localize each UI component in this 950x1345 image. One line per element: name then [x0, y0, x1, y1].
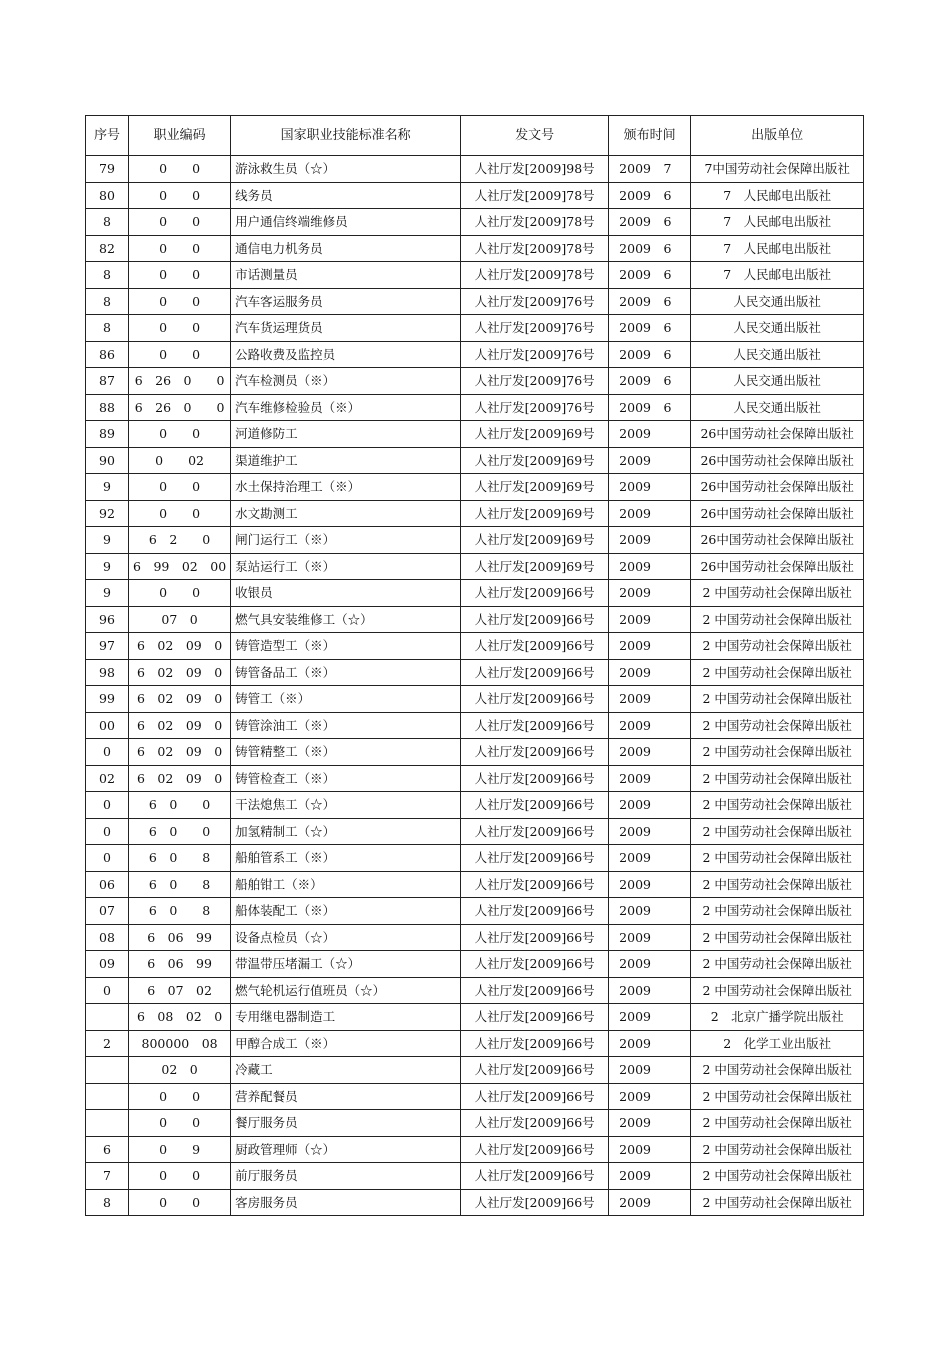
- cell-code: 02 0: [129, 1057, 231, 1084]
- cell-publisher: 2 中国劳动社会保障出版社: [691, 1163, 864, 1190]
- cell-name: 用户通信终端维修员: [231, 209, 461, 236]
- cell-publisher: 26中国劳动社会保障出版社: [691, 474, 864, 501]
- cell-code: 0 0: [129, 315, 231, 342]
- cell-code: 6 08 02 0: [129, 1004, 231, 1031]
- header-seq: 序号: [86, 116, 129, 156]
- cell-publisher: 2 中国劳动社会保障出版社: [691, 951, 864, 978]
- cell-publisher: 2 中国劳动社会保障出版社: [691, 924, 864, 951]
- cell-date: 2009: [609, 977, 691, 1004]
- cell-seq: 9: [86, 474, 129, 501]
- table-row: [86, 341, 864, 368]
- cell-name: 闸门运行工（※）: [231, 527, 461, 554]
- cell-date: 2009 6: [609, 235, 691, 262]
- cell-publisher: 2 中国劳动社会保障出版社: [691, 765, 864, 792]
- header-doc-number: 发文号: [461, 116, 609, 156]
- cell-code: 6 0 8: [129, 871, 231, 898]
- cell-name: 铸管涂油工（※）: [231, 712, 461, 739]
- cell-date: 2009 7: [609, 156, 691, 183]
- cell-seq: [86, 1004, 129, 1031]
- cell-doc-number: 人社厅发[2009]69号: [461, 474, 609, 501]
- cell-date: 2009: [609, 659, 691, 686]
- cell-doc-number: 人社厅发[2009]66号: [461, 1083, 609, 1110]
- cell-seq: 80: [86, 182, 129, 209]
- cell-publisher: 2 中国劳动社会保障出版社: [691, 845, 864, 872]
- cell-name: 营养配餐员: [231, 1083, 461, 1110]
- cell-seq: 99: [86, 686, 129, 713]
- cell-doc-number: 人社厅发[2009]66号: [461, 924, 609, 951]
- cell-name: 市话测量员: [231, 262, 461, 289]
- cell-name: 泵站运行工（※）: [231, 553, 461, 580]
- table-row: [86, 1189, 864, 1216]
- cell-code: 0 0: [129, 500, 231, 527]
- cell-code: 6 07 02: [129, 977, 231, 1004]
- cell-doc-number: 人社厅发[2009]66号: [461, 1030, 609, 1057]
- cell-doc-number: 人社厅发[2009]66号: [461, 1163, 609, 1190]
- cell-name: 前厅服务员: [231, 1163, 461, 1190]
- cell-name: 甲醇合成工（※）: [231, 1030, 461, 1057]
- cell-publisher: 7 人民邮电出版社: [691, 182, 864, 209]
- cell-seq: 8: [86, 288, 129, 315]
- cell-name: 公路收费及监控员: [231, 341, 461, 368]
- cell-code: 0 0: [129, 1110, 231, 1137]
- cell-code: 0 0: [129, 156, 231, 183]
- cell-doc-number: 人社厅发[2009]66号: [461, 1189, 609, 1216]
- table-row: [86, 209, 864, 236]
- cell-date: 2009: [609, 924, 691, 951]
- cell-name: 线务员: [231, 182, 461, 209]
- cell-publisher: 7 人民邮电出版社: [691, 235, 864, 262]
- cell-date: 2009: [609, 1057, 691, 1084]
- cell-publisher: 人民交通出版社: [691, 394, 864, 421]
- cell-date: 2009: [609, 765, 691, 792]
- cell-doc-number: 人社厅发[2009]69号: [461, 447, 609, 474]
- cell-publisher: 7中国劳动社会保障出版社: [691, 156, 864, 183]
- cell-code: 6 02 09 0: [129, 686, 231, 713]
- cell-publisher: 2 中国劳动社会保障出版社: [691, 818, 864, 845]
- cell-date: 2009: [609, 845, 691, 872]
- cell-doc-number: 人社厅发[2009]66号: [461, 845, 609, 872]
- table-row: [86, 182, 864, 209]
- cell-code: 6 99 02 00: [129, 553, 231, 580]
- cell-name: 汽车检测员（※）: [231, 368, 461, 395]
- table-row: [86, 951, 864, 978]
- table-row: [86, 474, 864, 501]
- cell-doc-number: 人社厅发[2009]78号: [461, 209, 609, 236]
- table-row: [86, 686, 864, 713]
- header-code: 职业编码: [129, 116, 231, 156]
- cell-name: 船体装配工（※）: [231, 898, 461, 925]
- cell-publisher: 2 化学工业出版社: [691, 1030, 864, 1057]
- cell-doc-number: 人社厅发[2009]66号: [461, 659, 609, 686]
- cell-publisher: 7 人民邮电出版社: [691, 209, 864, 236]
- cell-date: 2009: [609, 1083, 691, 1110]
- cell-code: 0 0: [129, 182, 231, 209]
- cell-code: 0 0: [129, 288, 231, 315]
- table-row: [86, 1030, 864, 1057]
- cell-seq: 2: [86, 1030, 129, 1057]
- cell-publisher: 2 中国劳动社会保障出版社: [691, 1057, 864, 1084]
- cell-publisher: 2 中国劳动社会保障出版社: [691, 1083, 864, 1110]
- cell-date: 2009: [609, 500, 691, 527]
- cell-code: 0 0: [129, 1083, 231, 1110]
- cell-code: 6 02 09 0: [129, 739, 231, 766]
- cell-name: 客房服务员: [231, 1189, 461, 1216]
- cell-date: 2009: [609, 553, 691, 580]
- cell-date: 2009: [609, 1030, 691, 1057]
- cell-date: 2009: [609, 739, 691, 766]
- cell-seq: 90: [86, 447, 129, 474]
- cell-seq: 09: [86, 951, 129, 978]
- cell-seq: 08: [86, 924, 129, 951]
- cell-doc-number: 人社厅发[2009]66号: [461, 739, 609, 766]
- cell-date: 2009: [609, 1163, 691, 1190]
- cell-name: 加氢精制工（☆）: [231, 818, 461, 845]
- cell-date: 2009: [609, 951, 691, 978]
- table-row: [86, 262, 864, 289]
- cell-seq: 9: [86, 580, 129, 607]
- table-row: [86, 871, 864, 898]
- cell-seq: 96: [86, 606, 129, 633]
- cell-publisher: 2 中国劳动社会保障出版社: [691, 977, 864, 1004]
- cell-name: 汽车客运服务员: [231, 288, 461, 315]
- table-row: [86, 156, 864, 183]
- table-row: [86, 315, 864, 342]
- cell-publisher: 2 北京广播学院出版社: [691, 1004, 864, 1031]
- cell-seq: 00: [86, 712, 129, 739]
- cell-name: 餐厅服务员: [231, 1110, 461, 1137]
- table-row: [86, 1057, 864, 1084]
- table-row: [86, 527, 864, 554]
- cell-name: 铸管精整工（※）: [231, 739, 461, 766]
- cell-seq: 92: [86, 500, 129, 527]
- cell-name: 带温带压堵漏工（☆）: [231, 951, 461, 978]
- cell-date: 2009: [609, 871, 691, 898]
- cell-seq: 8: [86, 262, 129, 289]
- table-row: [86, 235, 864, 262]
- cell-seq: 98: [86, 659, 129, 686]
- cell-name: 干法熄焦工（☆）: [231, 792, 461, 819]
- cell-name: 冷藏工: [231, 1057, 461, 1084]
- cell-code: 0 0: [129, 1163, 231, 1190]
- cell-doc-number: 人社厅发[2009]69号: [461, 553, 609, 580]
- cell-date: 2009: [609, 898, 691, 925]
- cell-code: 6 0 0: [129, 792, 231, 819]
- cell-name: 汽车维修检验员（※）: [231, 394, 461, 421]
- cell-seq: 88: [86, 394, 129, 421]
- cell-name: 燃气轮机运行值班员（☆）: [231, 977, 461, 1004]
- cell-date: 2009: [609, 447, 691, 474]
- table-row: [86, 765, 864, 792]
- table-row: [86, 739, 864, 766]
- cell-seq: 79: [86, 156, 129, 183]
- cell-code: 6 26 0 0: [129, 394, 231, 421]
- cell-doc-number: 人社厅发[2009]66号: [461, 818, 609, 845]
- table-row: [86, 606, 864, 633]
- cell-doc-number: 人社厅发[2009]66号: [461, 580, 609, 607]
- table-row: [86, 500, 864, 527]
- cell-code: 6 0 8: [129, 845, 231, 872]
- cell-doc-number: 人社厅发[2009]98号: [461, 156, 609, 183]
- cell-seq: 02: [86, 765, 129, 792]
- cell-doc-number: 人社厅发[2009]66号: [461, 686, 609, 713]
- cell-code: 800000 08: [129, 1030, 231, 1057]
- cell-publisher: 2 中国劳动社会保障出版社: [691, 686, 864, 713]
- cell-code: 6 02 09 0: [129, 659, 231, 686]
- cell-doc-number: 人社厅发[2009]66号: [461, 1057, 609, 1084]
- cell-seq: 9: [86, 553, 129, 580]
- cell-code: 6 02 09 0: [129, 765, 231, 792]
- cell-seq: 8: [86, 209, 129, 236]
- cell-seq: 0: [86, 739, 129, 766]
- cell-doc-number: 人社厅发[2009]76号: [461, 288, 609, 315]
- table-row: [86, 553, 864, 580]
- table-row: [86, 1004, 864, 1031]
- cell-publisher: 2 中国劳动社会保障出版社: [691, 898, 864, 925]
- cell-publisher: 7 人民邮电出版社: [691, 262, 864, 289]
- table-row: [86, 633, 864, 660]
- cell-date: 2009: [609, 1189, 691, 1216]
- cell-name: 铸管造型工（※）: [231, 633, 461, 660]
- cell-publisher: 26中国劳动社会保障出版社: [691, 447, 864, 474]
- cell-doc-number: 人社厅发[2009]66号: [461, 712, 609, 739]
- cell-date: 2009 6: [609, 315, 691, 342]
- cell-date: 2009: [609, 818, 691, 845]
- cell-publisher: 2 中国劳动社会保障出版社: [691, 659, 864, 686]
- cell-seq: 07: [86, 898, 129, 925]
- cell-doc-number: 人社厅发[2009]66号: [461, 977, 609, 1004]
- cell-doc-number: 人社厅发[2009]66号: [461, 951, 609, 978]
- cell-name: 铸管检查工（※）: [231, 765, 461, 792]
- header-date: 颁布时间: [609, 116, 691, 156]
- cell-date: 2009: [609, 686, 691, 713]
- cell-code: 07 0: [129, 606, 231, 633]
- cell-publisher: 人民交通出版社: [691, 288, 864, 315]
- table-row: [86, 792, 864, 819]
- cell-seq: [86, 1057, 129, 1084]
- cell-publisher: 26中国劳动社会保障出版社: [691, 527, 864, 554]
- cell-publisher: 2 中国劳动社会保障出版社: [691, 871, 864, 898]
- cell-name: 设备点检员（☆）: [231, 924, 461, 951]
- standards-table: [85, 115, 864, 1216]
- cell-doc-number: 人社厅发[2009]66号: [461, 633, 609, 660]
- table-row: [86, 818, 864, 845]
- cell-seq: [86, 1110, 129, 1137]
- cell-code: 0 0: [129, 421, 231, 448]
- cell-code: 6 0 0: [129, 818, 231, 845]
- cell-date: 2009: [609, 580, 691, 607]
- cell-doc-number: 人社厅发[2009]66号: [461, 765, 609, 792]
- cell-doc-number: 人社厅发[2009]78号: [461, 235, 609, 262]
- cell-publisher: 26中国劳动社会保障出版社: [691, 421, 864, 448]
- cell-date: 2009 6: [609, 209, 691, 236]
- cell-code: 6 0 8: [129, 898, 231, 925]
- cell-name: 专用继电器制造工: [231, 1004, 461, 1031]
- cell-seq: 7: [86, 1163, 129, 1190]
- cell-name: 河道修防工: [231, 421, 461, 448]
- cell-date: 2009: [609, 1004, 691, 1031]
- cell-publisher: 2 中国劳动社会保障出版社: [691, 1189, 864, 1216]
- cell-seq: 97: [86, 633, 129, 660]
- cell-seq: 0: [86, 977, 129, 1004]
- table-body: [86, 156, 864, 1216]
- cell-date: 2009 6: [609, 368, 691, 395]
- cell-seq: 8: [86, 315, 129, 342]
- table-row: [86, 898, 864, 925]
- table-row: [86, 977, 864, 1004]
- cell-date: 2009 6: [609, 288, 691, 315]
- cell-code: 0 0: [129, 235, 231, 262]
- table-row: [86, 712, 864, 739]
- cell-seq: 0: [86, 818, 129, 845]
- header-row: [86, 116, 864, 156]
- cell-name: 铸管备品工（※）: [231, 659, 461, 686]
- cell-code: 6 06 99: [129, 924, 231, 951]
- cell-seq: 89: [86, 421, 129, 448]
- cell-date: 2009 6: [609, 341, 691, 368]
- cell-doc-number: 人社厅发[2009]66号: [461, 606, 609, 633]
- cell-name: 铸管工（※）: [231, 686, 461, 713]
- cell-publisher: 2 中国劳动社会保障出版社: [691, 739, 864, 766]
- header-publisher: 出版单位: [691, 116, 864, 156]
- cell-code: 0 0: [129, 262, 231, 289]
- table-row: [86, 447, 864, 474]
- cell-date: 2009: [609, 712, 691, 739]
- cell-publisher: 2 中国劳动社会保障出版社: [691, 712, 864, 739]
- cell-doc-number: 人社厅发[2009]69号: [461, 527, 609, 554]
- cell-publisher: 2 中国劳动社会保障出版社: [691, 633, 864, 660]
- cell-name: 收银员: [231, 580, 461, 607]
- cell-date: 2009: [609, 1136, 691, 1163]
- cell-doc-number: 人社厅发[2009]76号: [461, 368, 609, 395]
- cell-seq: 8: [86, 1189, 129, 1216]
- cell-publisher: 人民交通出版社: [691, 315, 864, 342]
- table-row: [86, 1163, 864, 1190]
- cell-doc-number: 人社厅发[2009]78号: [461, 262, 609, 289]
- cell-code: 0 9: [129, 1136, 231, 1163]
- cell-code: 0 0: [129, 1189, 231, 1216]
- table-row: [86, 924, 864, 951]
- cell-date: 2009: [609, 606, 691, 633]
- cell-publisher: 2 中国劳动社会保障出版社: [691, 606, 864, 633]
- cell-seq: 87: [86, 368, 129, 395]
- cell-code: 6 06 99: [129, 951, 231, 978]
- cell-doc-number: 人社厅发[2009]69号: [461, 500, 609, 527]
- cell-publisher: 2 中国劳动社会保障出版社: [691, 580, 864, 607]
- cell-date: 2009 6: [609, 394, 691, 421]
- cell-seq: 06: [86, 871, 129, 898]
- cell-code: 6 2 0: [129, 527, 231, 554]
- table-row: [86, 288, 864, 315]
- cell-name: 渠道维护工: [231, 447, 461, 474]
- table-row: [86, 580, 864, 607]
- cell-date: 2009 6: [609, 262, 691, 289]
- cell-name: 厨政管理师（☆）: [231, 1136, 461, 1163]
- table-row: [86, 1136, 864, 1163]
- table-row: [86, 659, 864, 686]
- cell-date: 2009: [609, 633, 691, 660]
- cell-publisher: 2 中国劳动社会保障出版社: [691, 1136, 864, 1163]
- cell-name: 船舶管系工（※）: [231, 845, 461, 872]
- cell-name: 水文勘测工: [231, 500, 461, 527]
- cell-publisher: 26中国劳动社会保障出版社: [691, 500, 864, 527]
- table-row: [86, 368, 864, 395]
- cell-code: 6 26 0 0: [129, 368, 231, 395]
- cell-seq: 0: [86, 792, 129, 819]
- cell-date: 2009: [609, 421, 691, 448]
- cell-code: 0 02: [129, 447, 231, 474]
- cell-date: 2009: [609, 1110, 691, 1137]
- cell-date: 2009: [609, 474, 691, 501]
- table-row: [86, 845, 864, 872]
- cell-seq: 9: [86, 527, 129, 554]
- cell-date: 2009: [609, 527, 691, 554]
- table-row: [86, 1083, 864, 1110]
- cell-publisher: 人民交通出版社: [691, 341, 864, 368]
- cell-publisher: 2 中国劳动社会保障出版社: [691, 1110, 864, 1137]
- cell-doc-number: 人社厅发[2009]66号: [461, 1110, 609, 1137]
- cell-doc-number: 人社厅发[2009]69号: [461, 421, 609, 448]
- cell-doc-number: 人社厅发[2009]76号: [461, 341, 609, 368]
- table-row: [86, 421, 864, 448]
- cell-doc-number: 人社厅发[2009]66号: [461, 1136, 609, 1163]
- cell-publisher: 人民交通出版社: [691, 368, 864, 395]
- cell-date: 2009: [609, 792, 691, 819]
- cell-doc-number: 人社厅发[2009]66号: [461, 898, 609, 925]
- cell-doc-number: 人社厅发[2009]66号: [461, 1004, 609, 1031]
- cell-code: 0 0: [129, 341, 231, 368]
- cell-doc-number: 人社厅发[2009]66号: [461, 792, 609, 819]
- cell-doc-number: 人社厅发[2009]76号: [461, 315, 609, 342]
- table-row: [86, 394, 864, 421]
- cell-name: 游泳救生员（☆）: [231, 156, 461, 183]
- cell-code: 6 02 09 0: [129, 633, 231, 660]
- cell-code: 0 0: [129, 209, 231, 236]
- cell-name: 船舶钳工（※）: [231, 871, 461, 898]
- cell-name: 汽车货运理货员: [231, 315, 461, 342]
- cell-seq: [86, 1083, 129, 1110]
- cell-doc-number: 人社厅发[2009]78号: [461, 182, 609, 209]
- cell-code: 6 02 09 0: [129, 712, 231, 739]
- header-name: 国家职业技能标准名称: [231, 116, 461, 156]
- table-row: [86, 1110, 864, 1137]
- cell-seq: 6: [86, 1136, 129, 1163]
- cell-name: 燃气具安装维修工（☆）: [231, 606, 461, 633]
- cell-name: 水土保持治理工（※）: [231, 474, 461, 501]
- cell-seq: 0: [86, 845, 129, 872]
- cell-publisher: 26中国劳动社会保障出版社: [691, 553, 864, 580]
- cell-code: 0 0: [129, 580, 231, 607]
- cell-seq: 86: [86, 341, 129, 368]
- cell-doc-number: 人社厅发[2009]76号: [461, 394, 609, 421]
- cell-seq: 82: [86, 235, 129, 262]
- cell-date: 2009 6: [609, 182, 691, 209]
- cell-doc-number: 人社厅发[2009]66号: [461, 871, 609, 898]
- cell-name: 通信电力机务员: [231, 235, 461, 262]
- cell-code: 0 0: [129, 474, 231, 501]
- cell-publisher: 2 中国劳动社会保障出版社: [691, 792, 864, 819]
